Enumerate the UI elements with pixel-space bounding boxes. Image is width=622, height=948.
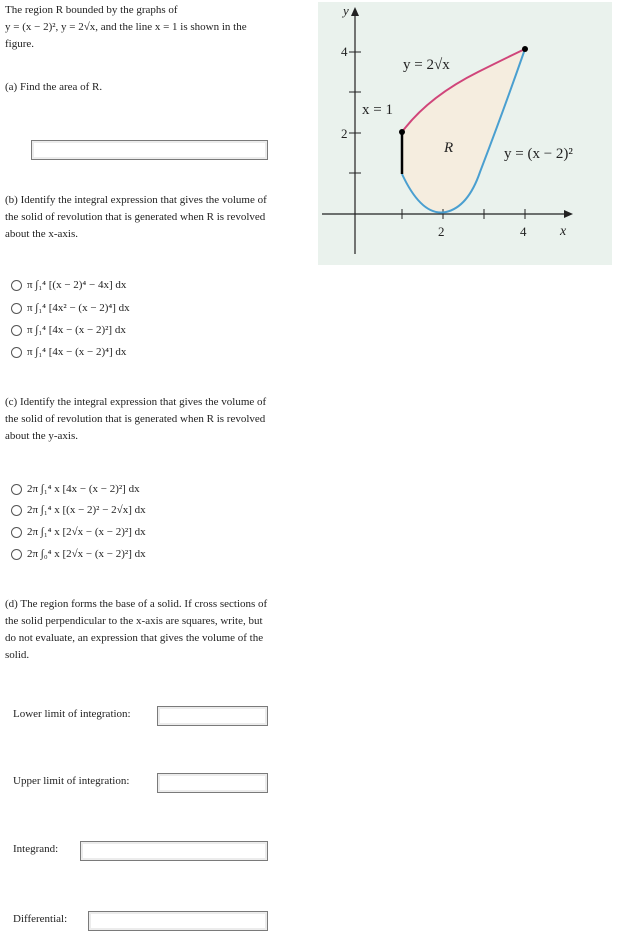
y-tick-label-4: 4 bbox=[341, 44, 348, 59]
option-expression: 2π ∫₁⁴ x [2√x − (x − 2)²] dx bbox=[27, 526, 146, 538]
parabola-curve-label: y = (x − 2)² bbox=[504, 146, 573, 162]
intro-line-2: y = (x − 2)², y = 2√x, and the line x = 1 is shown in the bbox=[5, 21, 247, 33]
y-tick-label-2: 2 bbox=[341, 126, 348, 141]
radio-button[interactable] bbox=[11, 325, 22, 336]
region-r bbox=[402, 49, 525, 213]
problem-intro bbox=[5, 2, 305, 53]
integrand-input[interactable] bbox=[81, 842, 267, 860]
lower-limit-box[interactable] bbox=[157, 706, 268, 726]
x-tick-label-2: 2 bbox=[438, 224, 445, 239]
part-b-question bbox=[5, 192, 305, 243]
radio-button[interactable] bbox=[11, 549, 22, 560]
endpoint-dot bbox=[399, 129, 405, 135]
part-c-question bbox=[5, 394, 305, 445]
y-axis-label: y bbox=[343, 3, 349, 18]
intro-line-3: figure. bbox=[5, 38, 35, 50]
radio-button[interactable] bbox=[11, 303, 22, 314]
lower-limit-input[interactable] bbox=[158, 707, 267, 725]
part-c-option-3[interactable] bbox=[11, 523, 146, 541]
part-a-answer-input[interactable] bbox=[32, 141, 267, 159]
part-c-line-2: the solid of revolution that is generated when R is revolved bbox=[5, 413, 266, 425]
option-expression: π ∫₁⁴ [4x² − (x − 2)⁴] dx bbox=[27, 302, 130, 314]
x-axis-label: x bbox=[560, 224, 567, 239]
radio-button[interactable] bbox=[11, 527, 22, 538]
x-axis-arrow-icon bbox=[564, 210, 573, 218]
option-expression: π ∫₁⁴ [(x − 2)⁴ − 4x] dx bbox=[27, 279, 127, 291]
part-c-option-4[interactable] bbox=[11, 545, 146, 563]
radio-button[interactable] bbox=[11, 505, 22, 516]
differential-label: Differential: bbox=[13, 913, 68, 925]
radio-button[interactable] bbox=[11, 347, 22, 358]
integrand-box[interactable] bbox=[80, 841, 268, 861]
line-label: x = 1 bbox=[362, 102, 393, 118]
radio-button[interactable] bbox=[11, 484, 22, 495]
lower-limit-label: Lower limit of integration: bbox=[13, 708, 131, 720]
part-a-question: (a) Find the area of R. bbox=[5, 81, 103, 93]
part-d-line-1: (d) The region forms the base of a solid. If cross sections of bbox=[5, 598, 268, 610]
part-b-option-2[interactable] bbox=[11, 299, 130, 317]
part-b-option-1[interactable] bbox=[11, 276, 126, 294]
part-d-line-3: do not evaluate, an expression that gives the volume of the bbox=[5, 632, 264, 644]
region-figure bbox=[318, 2, 612, 265]
part-b-option-3[interactable] bbox=[11, 321, 126, 339]
integrand-label: Integrand: bbox=[13, 843, 59, 855]
part-b-line-2: the solid of revolution that is generated when R is revolved bbox=[5, 211, 266, 223]
x-tick-label-4: 4 bbox=[520, 224, 527, 239]
differential-input[interactable] bbox=[89, 912, 267, 930]
upper-limit-box[interactable] bbox=[157, 773, 268, 793]
sqrt-curve-label: y = 2√x bbox=[403, 57, 450, 73]
part-d-line-4: solid. bbox=[5, 649, 30, 661]
differential-box[interactable] bbox=[88, 911, 268, 931]
option-expression: π ∫₁⁴ [4x − (x − 2)⁴] dx bbox=[27, 346, 127, 358]
intro-line-1: The region R bounded by the graphs of bbox=[5, 4, 178, 16]
part-a-answer-box[interactable] bbox=[31, 140, 268, 160]
part-c-option-2[interactable] bbox=[11, 501, 146, 519]
option-expression: 2π ∫₁⁴ x [(x − 2)² − 2√x] dx bbox=[27, 504, 146, 516]
radio-button[interactable] bbox=[11, 280, 22, 291]
part-d-line-2: the solid perpendicular to the x-axis are squares, write, but bbox=[5, 615, 263, 627]
y-axis-arrow-icon bbox=[351, 7, 359, 16]
part-c-line-3: about the y-axis. bbox=[5, 430, 79, 442]
upper-limit-label: Upper limit of integration: bbox=[13, 775, 130, 787]
part-b-option-4[interactable] bbox=[11, 343, 126, 361]
part-b-line-3: about the x-axis. bbox=[5, 228, 79, 240]
option-expression: 2π ∫₀⁴ x [2√x − (x − 2)²] dx bbox=[27, 548, 146, 560]
part-c-line-1: (c) Identify the integral expression that gives the volume of bbox=[5, 396, 267, 408]
figure-graph bbox=[318, 2, 612, 265]
option-expression: 2π ∫₁⁴ x [4x − (x − 2)²] dx bbox=[27, 483, 140, 495]
part-d-question bbox=[5, 596, 305, 664]
upper-limit-input[interactable] bbox=[158, 774, 267, 792]
endpoint-dot bbox=[522, 46, 528, 52]
part-c-option-1[interactable] bbox=[11, 480, 140, 498]
part-b-line-1: (b) Identify the integral expression that gives the volume of bbox=[5, 194, 267, 206]
option-expression: π ∫₁⁴ [4x − (x − 2)²] dx bbox=[27, 324, 126, 336]
region-label: R bbox=[444, 140, 454, 156]
